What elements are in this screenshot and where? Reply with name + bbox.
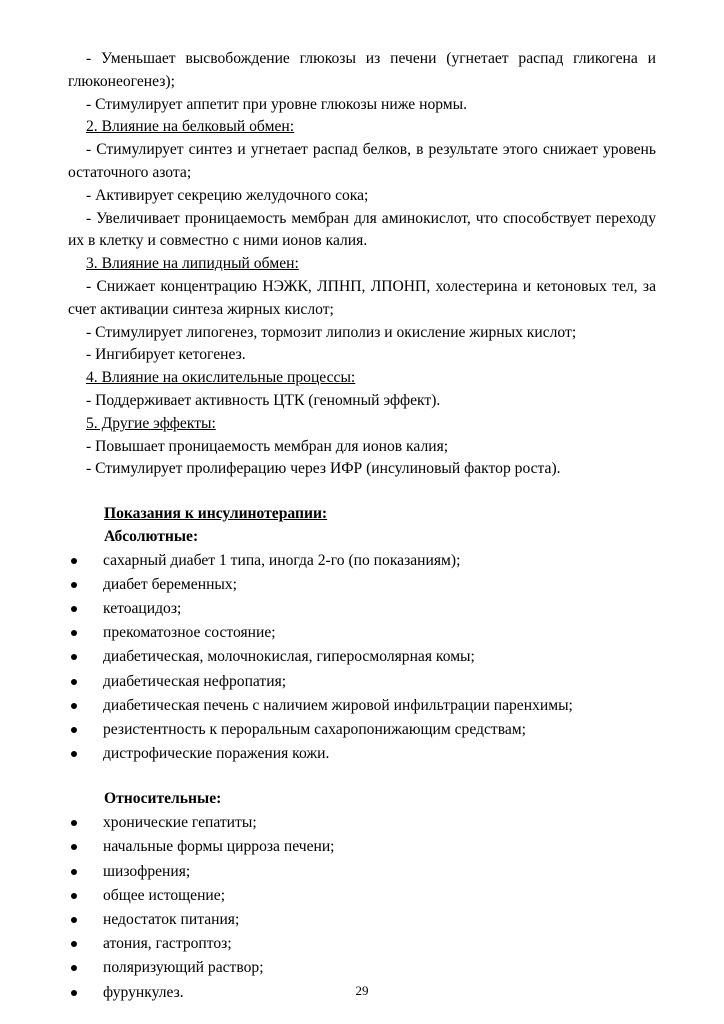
bullet-icon [71, 917, 77, 923]
bullet-icon [71, 606, 77, 612]
bullet-icon [71, 869, 77, 875]
bullet-icon [71, 654, 77, 660]
section-item: - Ингибирует кетогенез. [86, 346, 246, 364]
bullet-icon [71, 844, 77, 850]
section-item: - Снижает концентрацию НЭЖК, ЛПНП, ЛПОНП, холестерина и кетоновых тел, за счет активации синтеза жирных кислот; [68, 277, 656, 318]
section-item: - Стимулирует пролиферацию через ИФР (инсулиновый фактор роста). [86, 460, 561, 478]
list-item: диабетическая, молочнокислая, гиперосмолярная комы; [68, 645, 656, 669]
list-item: кетоацидоз; [68, 597, 656, 621]
bullet-icon [71, 941, 77, 947]
section-title: 4. Влияние на окислительные процессы: [86, 369, 356, 387]
page-number: 29 [355, 983, 369, 998]
list-item: начальные формы цирроза печени; [68, 835, 656, 859]
list-item: недостаток питания; [68, 908, 656, 932]
section-title: 2. Влияние на белковый обмен: [86, 118, 295, 136]
list-item: атония, гастроптоз; [68, 932, 656, 956]
list-item: дистрофические поражения кожи. [68, 742, 656, 766]
list-item: шизофрения; [68, 860, 656, 884]
list-item: хронические гепатиты; [68, 811, 656, 835]
bullet-icon [71, 679, 77, 685]
section-item: - Стимулирует синтез и угнетает распад белков, в результате этого снижает уровень остаточного азота; [68, 141, 656, 181]
page-content [68, 48, 656, 1005]
section-item: - Поддерживает активность ЦТК (геномный эффект). [86, 391, 441, 409]
relative-title: Относительные: [104, 790, 222, 808]
absolute-title: Абсолютные: [104, 527, 199, 545]
list-item: резистентность к пероральным сахаропонижающим средствам; [68, 718, 656, 742]
section-title: 3. Влияние на липидный обмен: [86, 255, 299, 273]
bullet-icon [71, 703, 77, 709]
section-item: - Повышает проницаемость мембран для ионов калия; [86, 437, 449, 455]
section-item: - Стимулирует липогенез, тормозит липолиз и окисление жирных кислот; [86, 323, 577, 341]
relative-list [68, 811, 656, 1005]
list-item: прекоматозное состояние; [68, 621, 656, 645]
section-title: 5. Другие эффекты: [86, 414, 216, 432]
indications-title: Показания к инсулинотерапии: [104, 505, 328, 523]
list-item: общее истощение; [68, 884, 656, 908]
bullet-icon [71, 727, 77, 733]
intro-line: - Уменьшает высвобождение глюкозы из печени (угнетает распад гликогена и глюконеогенез); [68, 50, 656, 90]
list-item: диабетическая печень с наличием жировой инфильтрации паренхимы; [68, 694, 656, 718]
section-item: - Активирует секрецию желудочного сока; [86, 186, 369, 204]
list-item: диабет беременных; [68, 573, 656, 597]
bullet-icon [71, 558, 77, 564]
list-item: диабетическая нефропатия; [68, 670, 656, 694]
absolute-list [68, 549, 656, 767]
bullet-icon [71, 582, 77, 588]
list-item: фурункулез. [68, 981, 656, 1005]
bullet-icon [71, 751, 77, 757]
intro-line: - Стимулирует аппетит при уровне глюкозы ниже нормы. [86, 95, 468, 113]
bullet-icon [71, 630, 77, 636]
bullet-icon [71, 965, 77, 971]
list-item: поляризующий раствор; [68, 956, 656, 980]
bullet-icon [71, 893, 77, 899]
bullet-icon [71, 820, 77, 826]
section-item: - Увеличивает проницаемость мембран для аминокислот, что способствует переходу их в клетку и совместно с ними ионов калия. [68, 209, 656, 250]
list-item: сахарный диабет 1 типа, иногда 2-го (по показаниям); [68, 549, 656, 573]
